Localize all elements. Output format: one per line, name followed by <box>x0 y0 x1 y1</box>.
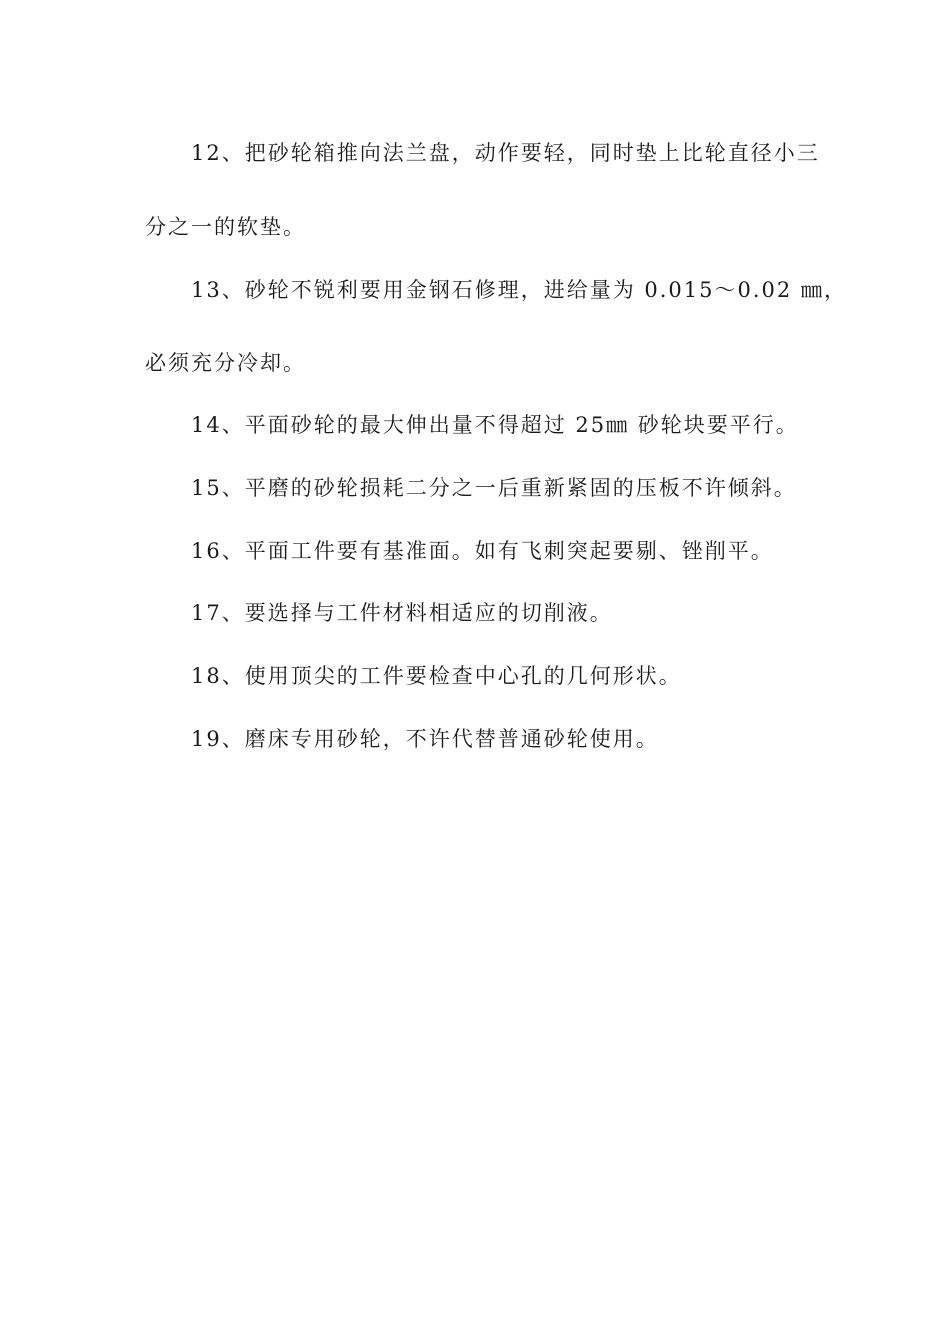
item-19: 19、磨床专用砂轮，不许代替普通砂轮使用。 <box>191 727 659 751</box>
item-18: 18、使用顶尖的工件要检查中心孔的几何形状。 <box>191 664 682 688</box>
item-16: 16、平面工件要有基准面。如有飞刺突起要剔、锉削平。 <box>191 539 774 563</box>
item-13-line-1: 13、砂轮不锐利要用金钢石修理，进给量为 0.015～0.02 ㎜， <box>191 278 847 302</box>
item-17: 17、要选择与工件材料相适应的切削液。 <box>191 601 613 625</box>
item-13-line-2: 必须充分冷却。 <box>145 351 306 375</box>
item-12-line-2: 分之一的软垫。 <box>145 215 306 239</box>
item-12-line-1: 12、把砂轮箱推向法兰盘，动作要轻，同时垫上比轮直径小三 <box>191 141 820 165</box>
item-14: 14、平面砂轮的最大伸出量不得超过 25㎜ 砂轮块要平行。 <box>191 413 799 437</box>
item-15: 15、平磨的砂轮损耗二分之一后重新紧固的压板不许倾斜。 <box>191 476 797 500</box>
